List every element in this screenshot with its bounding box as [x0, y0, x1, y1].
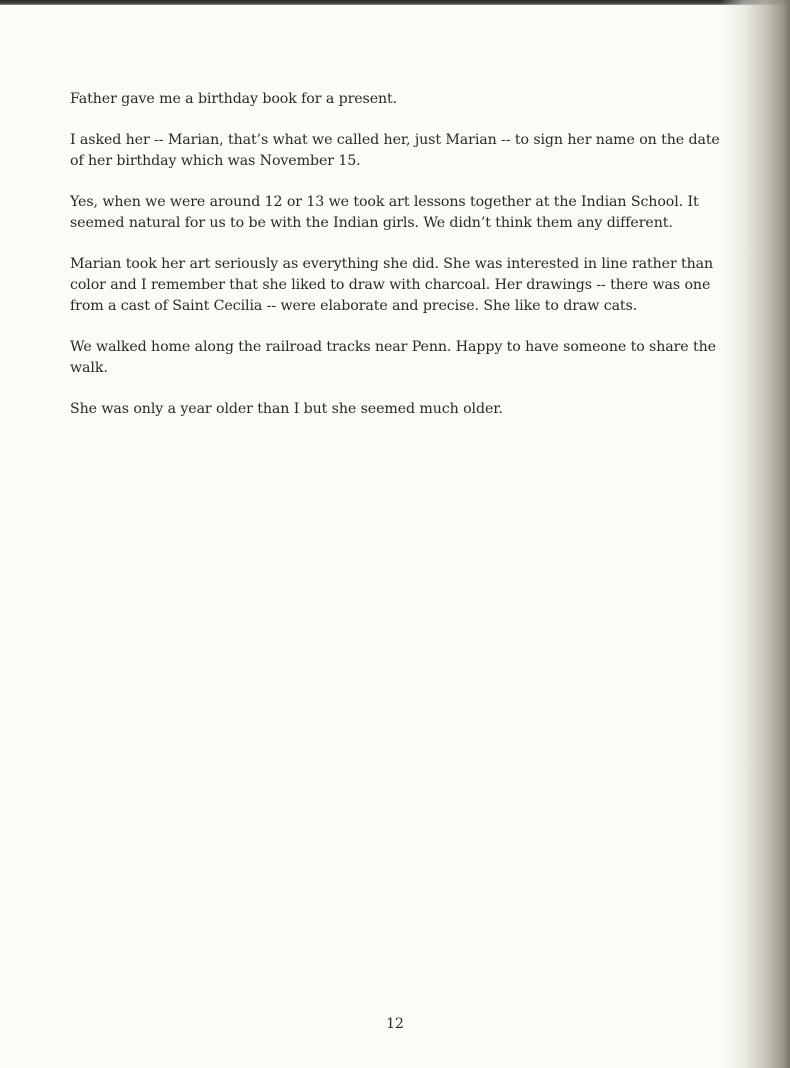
- paragraph-walk-home: We walked home along the railroad tracks near Penn. Happy to have someone to share the walk.: [70, 339, 716, 376]
- paragraph-art-lessons: Yes, when we were around 12 or 13 we took art lessons together at the Indian School. It seemed natural for us to be with the Indian girls. We didn’t think them any different.: [70, 194, 699, 231]
- paragraph-marian-art: Marian took her art seriously as everything she did. She was interested in line rather than color and I remember that she liked to draw with charcoal. Her drawings -- there was one from a cast of Saint Cecilia -- were elaborate and precise. She like to draw cats.: [70, 256, 714, 314]
- page-number: 12: [386, 1016, 404, 1032]
- page-top-edge: [0, 0, 790, 5]
- paragraph-older: She was only a year older than I but she seemed much older.: [70, 401, 503, 417]
- paragraph-sign-name: I asked her -- Marian, that’s what we called her, just Marian -- to sign her name on the date of her birthday which was November 15.: [70, 132, 720, 169]
- paragraph-birthday-book: Father gave me a birthday book for a present.: [70, 91, 398, 107]
- page-body: [70, 89, 735, 440]
